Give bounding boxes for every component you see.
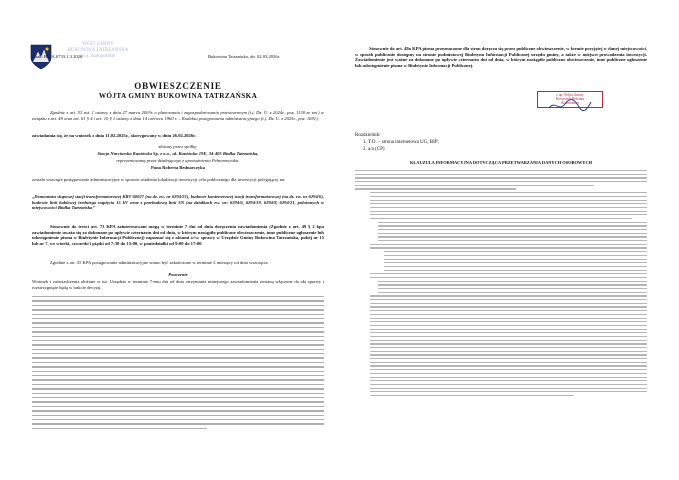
investment-description: „Demontażu słupowej stacji transformatorowej KRT 60027 (na dz. ew. nr 6294/21), budowie kontenerowej stacji transformatorowej (na dz. ew. nr 6294/6), budowie linii kablowej średniego napięcia 15 kV wraz z przebudową linii SN (na działkach ew. nr: 6294/6, 6294/19, 6294/8, 6294/21, położonych w miejscowości Białka Tatrzańska” [32,194,324,211]
representative-intro: reprezentowaną przez działającego z upoważnienia Pełnomocnika: [116,158,240,163]
initiation-text: zostało wszczęte postępowanie administracyjne w sprawie ustalenia lokalizacji inwestycji celu publicznego dla inwestycji polegającej na: [32,177,286,182]
distribution-heading: Rozdzielnik: [355,133,381,138]
pouczenie-text: Wniosek i zaświadczenia złożone w tut. Urzędzie w terminie 7-miu dni od dnia otrzymania niniejszego zawiadomienia zostaną włączone do akt sprawy i rozstrzygnięte będą w trakcie decyzji. [32,279,324,290]
signature-stamp-line-1: z up. Wójta Gminy [556,93,584,97]
applicant-intro: złożony przez spółkę: [158,144,198,149]
signature-stamp-line-3: Architektury [560,101,580,106]
distribution-item-1: 1. T.O. – strona internetowa UG, BIP; [363,140,439,145]
signature-stamp-line-2: Kierownik Referatu [555,97,585,102]
page-subtitle: WÓJTA GMINY BUKOWINA TATRZAŃSKA [98,92,258,100]
office-stamp-line-3: woj. małopolskie [80,54,116,59]
distribution-item-2: 2. a/a (CP) [363,147,385,152]
office-stamp-line-2: BUKOWINA TATRZAŃSKA [67,48,129,53]
gdpr-clause-heading: KLAUZULA INFORMACYJNA DOTYCZĄCA PRZETWARZANIA DANYCH OSOBOWYCH [409,160,593,165]
pouczenie-heading: Pouczenie [168,272,188,277]
case-reference: Znak: BU.A.6733.1.3.2026 [32,54,83,59]
gdpr-clause-text [355,170,647,399]
deadline-note: Zgodnie z art. 35 KPA postępowanie administracyjne winno być zakończone w terminie 2 miesięcy od dnia wszczęcia. [50,260,269,265]
document-page-2 [341,38,661,444]
representative: Pana Roberta Bednarczyka [150,165,206,170]
document-page-1 [18,38,338,444]
place-and-date: Bukowina Tatrzańska, dn. 02.03.2026r. [208,54,281,59]
access-to-files: Stosownie do treści art. 73 KPA zainteresowani mogą w terminie 7 dni od dnia doręczenia zawiadomienia (Zgodnie z art. 49 § 2 kpa zawiadomienie uważa się za dokonane po upływie czternastu dni od dnia, w którym nastąpiło publiczne obwieszczenie, inne publiczne ogłoszenie lub udostępnienie pisma w Biuletynie Informacji Publicznej) zapoznać się z aktami w/w. sprawy w Urzędzie Gminy Bukowina Tatrzańska, pokój nr 15 lub nr 7, we wtorki, czwartki i piątki od 7:30 do 15:00, w poniedziałki od 9:00 do 17:00. [32,224,324,246]
handwritten-signature [547,98,593,112]
applicant: Stacja Narciarska Kaniówka Sp. z o.o., ul. Kaniówka 19E, 34-405 Białka Tatrzańska, [97,151,259,156]
page-title: OBWIESZCZENIE [134,81,222,91]
office-stamp-line-1: WÓJT GMINY [82,42,114,47]
legal-basis: Zgodnie z art. 53 ust. 1 ustawy z dnia 27 marca 2003r. o planowaniu i zagospodarowaniu przestrzennym (t.j. Dz. U. z 2024r., poz. 1130 ze zm.) w związku z art. 49 oraz art. 61 § 4 i art. 10 § 1 ustawy z dnia 14 czerwca 1960 r. – Kodeksu postępowania administracyjnego (t.j. Dz. U. z 2025r., poz. 1691), [32,110,324,121]
bip-note: Stosownie do art. 49a KPA pisma przeznaczone dla stron doręcza się przez publiczne obwieszczenie, w formie przyjętej w danej miejscowości, w sposób publicznie dostępny na stronie podmiotowej Biuletynu Informacji Publicznej urzędu gminy, a także w miejscu prowadzenia inwestycji. Zawiadomienie jest ważne za dokonane po upływie czternastu dni od dnia, w którym nastąpiło publiczne obwieszczenie, inne publiczne ogłoszenie lub udostępnienie pisma w Biuletynie Informacji Publicznej. [355,46,647,68]
notice-line: zawiadamia się, że na wniosek z dnia 11.02.2025r., skorygowany w dniu 26.02.2026r. [32,133,196,138]
body-text-continued [32,296,324,432]
